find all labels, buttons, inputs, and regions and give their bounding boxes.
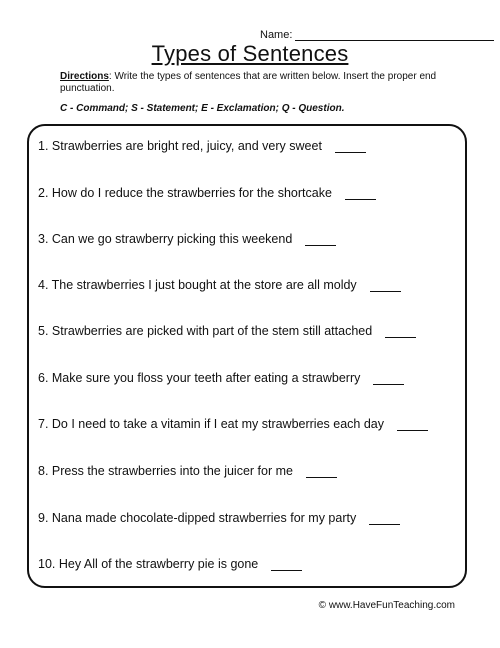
question-text: 5. Strawberries are picked with part of the stem still attached (38, 324, 373, 338)
directions-label: Directions (60, 71, 109, 82)
question-item (38, 139, 366, 153)
question-text: 3. Can we go strawberry picking this weekend (38, 232, 293, 246)
answer-blank[interactable] (373, 374, 404, 385)
question-item (38, 186, 376, 200)
question-text: 7. Do I need to take a vitamin if I eat my strawberries each day (38, 417, 384, 431)
directions-body: : Write the types of sentences that are written below. Insert the proper end punctuation. (60, 71, 437, 94)
question-text: 6. Make sure you floss your teeth after eating a strawberry (38, 371, 361, 385)
question-item (38, 557, 302, 571)
answer-blank[interactable] (370, 281, 401, 292)
name-field-row (260, 29, 494, 41)
answer-blank[interactable] (335, 142, 366, 153)
copyright-footer: © www.HaveFunTeaching.com (318, 600, 455, 611)
question-text: 4. The strawberries I just bought at the store are all moldy (38, 278, 357, 292)
question-text: 8. Press the strawberries into the juicer for me (38, 464, 293, 478)
question-item (38, 417, 428, 431)
question-text: 9. Nana made chocolate-dipped strawberries for my party (38, 511, 357, 525)
answer-blank[interactable] (385, 327, 416, 338)
question-item (38, 464, 337, 478)
answer-blank[interactable] (271, 560, 302, 571)
question-item (38, 278, 401, 292)
question-text: 10. Hey All of the strawberry pie is gone (38, 557, 259, 571)
question-item (38, 324, 416, 338)
question-item (38, 232, 336, 246)
question-item (38, 371, 404, 385)
question-text: 2. How do I reduce the strawberries for the shortcake (38, 186, 332, 200)
answer-blank[interactable] (305, 235, 336, 246)
question-item (38, 511, 400, 525)
answer-blank[interactable] (306, 467, 337, 478)
page-title: Types of Sentences (151, 41, 349, 66)
directions-text (60, 71, 440, 95)
question-text: 1. Strawberries are bright red, juicy, and very sweet (38, 139, 322, 153)
name-blank-line[interactable] (295, 31, 494, 41)
answer-blank[interactable] (345, 189, 376, 200)
answer-blank[interactable] (369, 514, 400, 525)
answer-blank[interactable] (397, 420, 428, 431)
legend-text: C - Command; S - Statement; E - Exclamation; Q - Question. (60, 103, 345, 114)
name-label: Name: (260, 29, 293, 41)
